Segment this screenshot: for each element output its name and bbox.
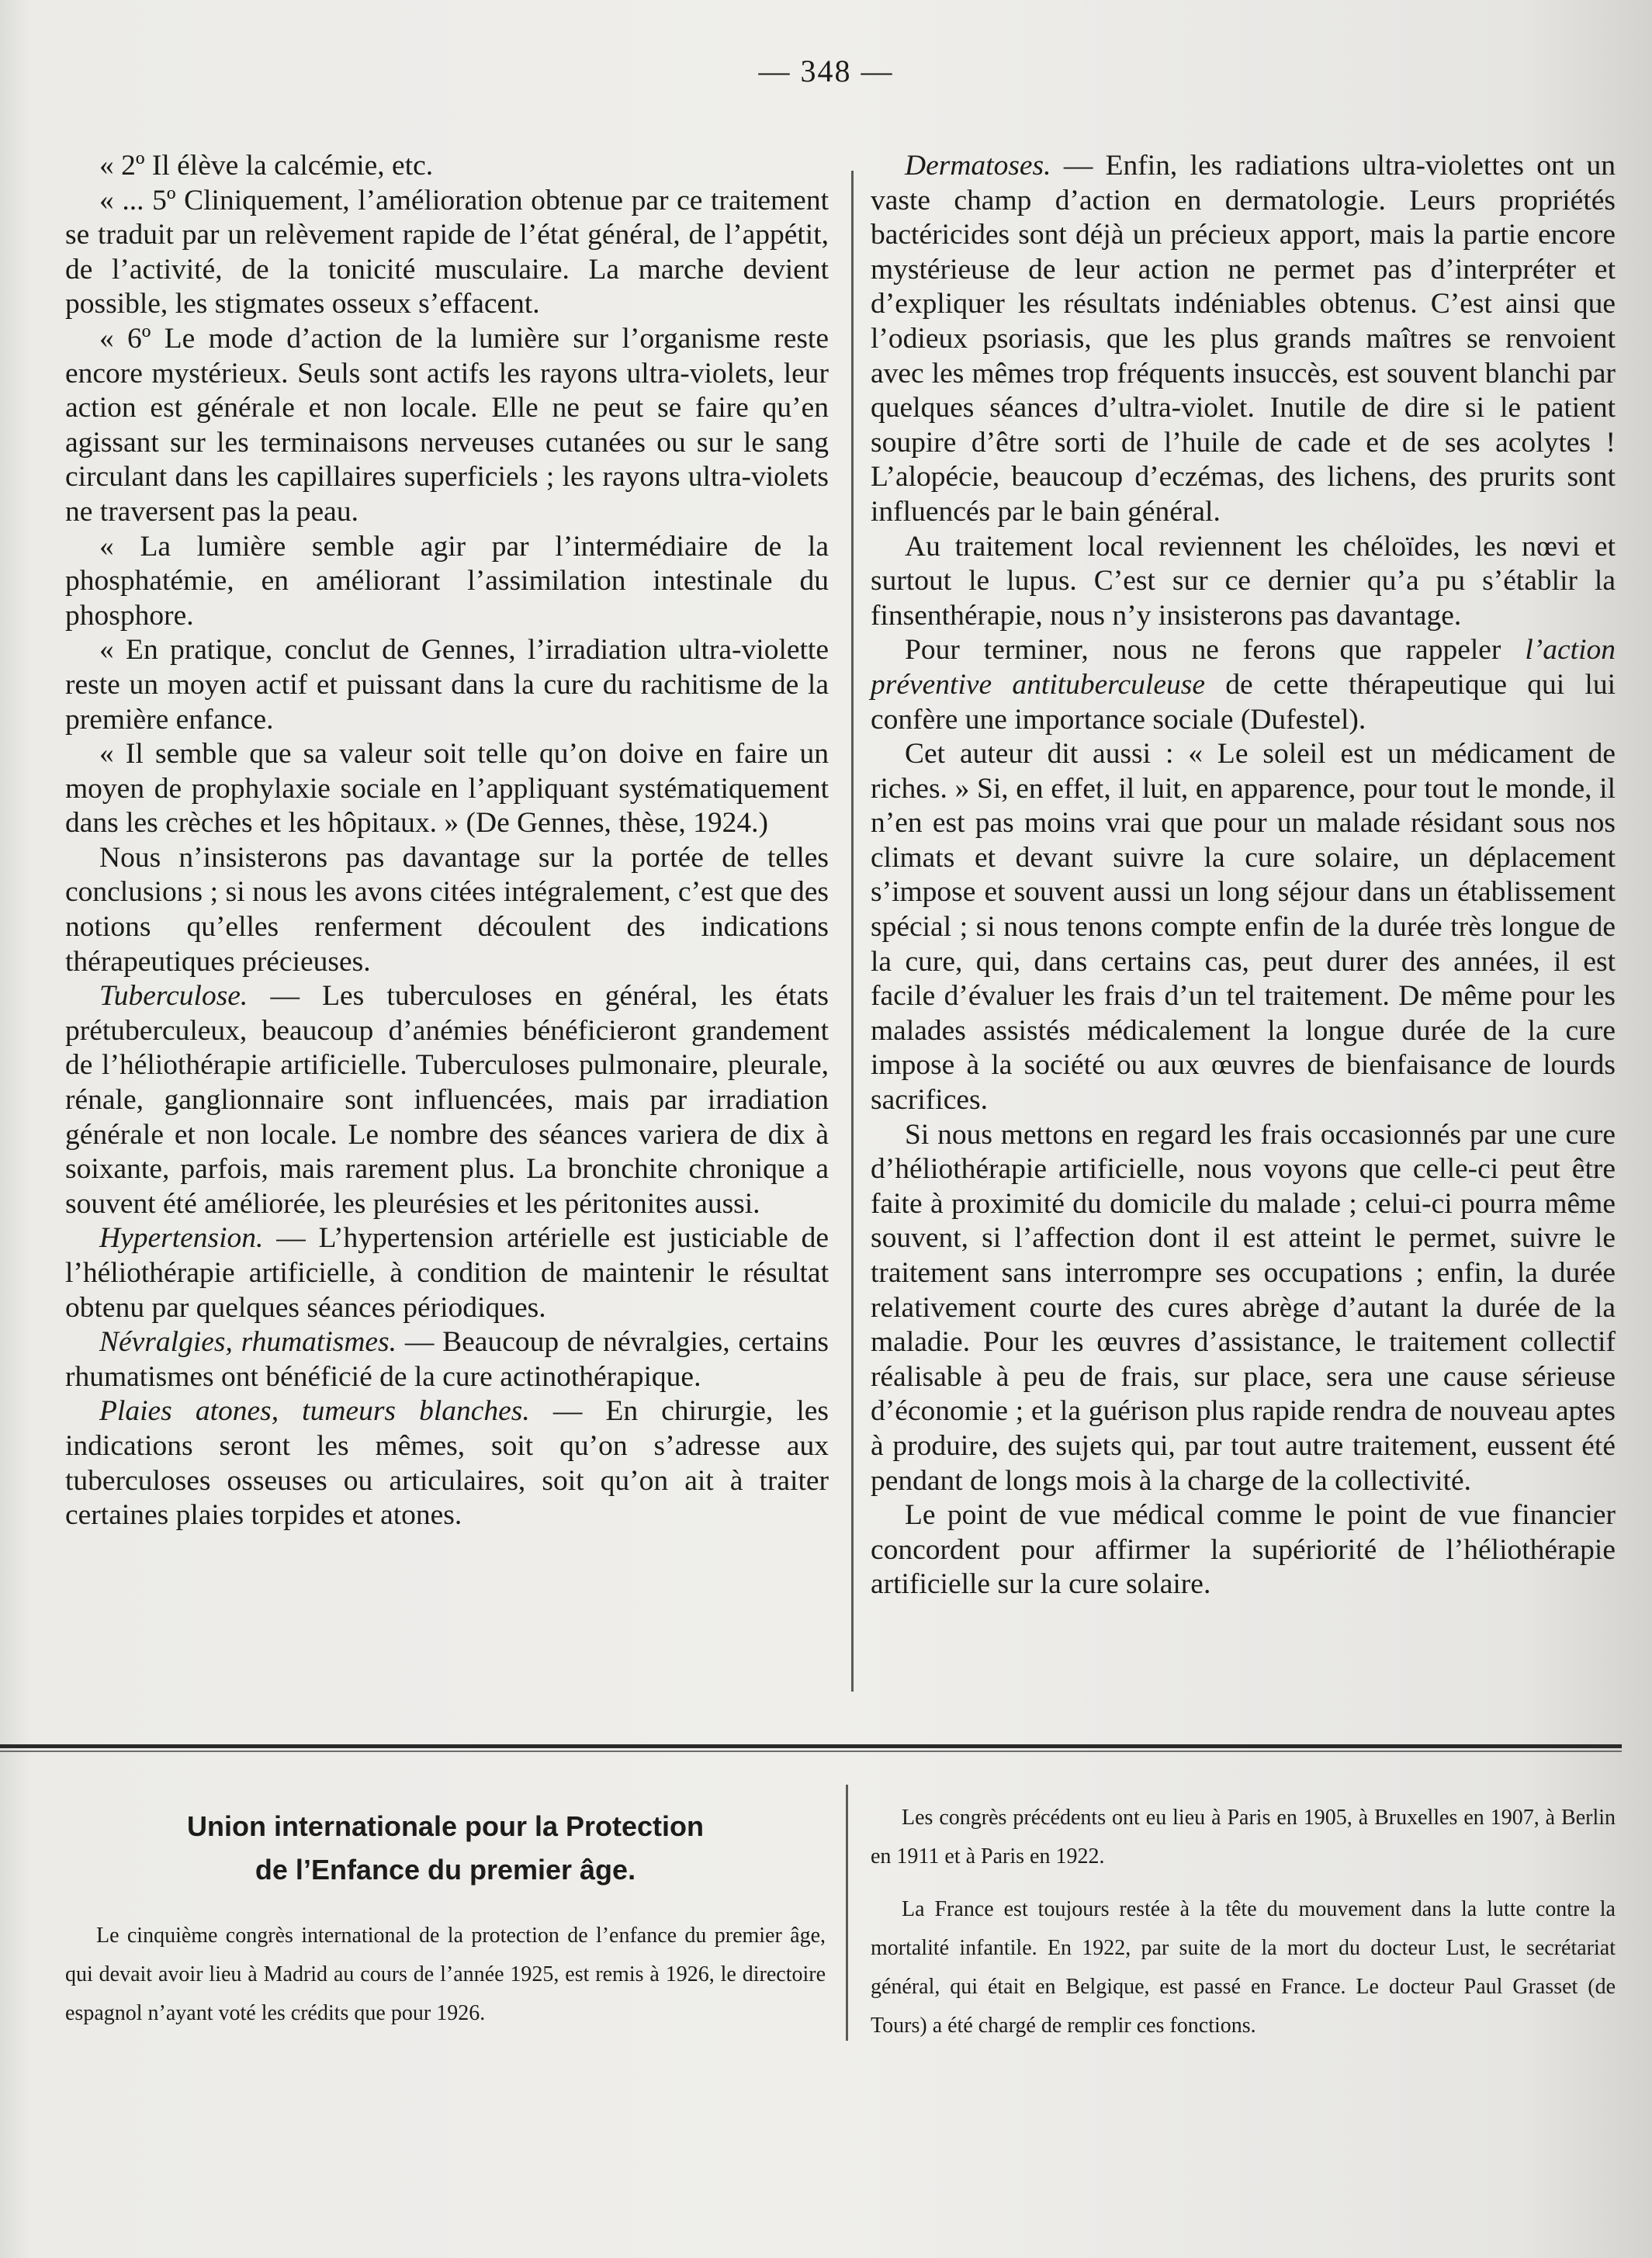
section-lead: Hypertension.	[99, 1222, 264, 1255]
text-run: de cette thérapeutique qui lui confère une importance sociale (Dufestel).	[871, 668, 1616, 736]
paragraph: Si nous mettons en regard les frais occasionnés par une cure d’héliothérapie artificielle, nous voyons que celle-ci peut être faite à proximité du domicile du malade ; celui-ci pourra même souvent, si l’affection dont il est atteint le permet, suivre le traitement sans interrompre ses occupations ; enfin, la durée relativement courte des cures abrège d’autant la durée de la maladie. Pour les œuvres d’assistance, le traitement collectif réalisable à peu de frais, sur place, sera une cause sérieuse d’économie ; et la guérison plus rapide rendra de nouveau aptes à produire, des sujets qui, par tout autre traitement, eussent été pendant de longs mois à la charge de la collectivité.	[871, 1118, 1616, 1497]
paragraph: Le cinquième congrès international de la protection de l’enfance du premier âge, qui devait avoir lieu à Madrid au cours de l’année 1925, est remis à 1926, le directoire espagnol n’ayant voté les crédits que pour 1926.	[65, 1924, 826, 2025]
paragraph: Au traitement local reviennent les chéloïdes, les nœvi et surtout le lupus. C’est sur ce dernier qu’a pu s’établir la finsenthérapie, nous n’y insisterons pas davantage.	[871, 530, 1616, 632]
paragraph: « 6º Le mode d’action de la lumière sur l’organisme reste encore mystérieux. Seuls sont actifs les rayons ultra-violets, leur action est générale et non locale. Elle ne peut se faire qu’en agissant sur les terminaisons nerveuses cutanées ou sur le sang circulant dans les capillaires superficiels ; les rayons ultra-violets ne traversent pas la peau.	[65, 322, 829, 528]
paragraph: « La lumière semble agir par l’intermédiaire de la phosphatémie, en améliorant l’assimilation intestinale du phosphore.	[65, 530, 829, 632]
bottom-left-column	[65, 1917, 826, 2033]
paragraph	[871, 633, 1616, 737]
section-paragraph-hypertension	[65, 1221, 829, 1325]
paragraph: « Il semble que sa valeur soit telle qu’on doive en faire un moyen de prophylaxie sociale en l’appliquant systématiquement dans les crèches et les hôpitaux. » (De Gennes, thèse, 1924.)	[65, 738, 829, 840]
section-text: — Beaucoup de névralgies, certains rhumatismes ont bénéficié de la cure actinothérapique.	[65, 1326, 829, 1393]
section-lead: Dermatoses.	[905, 150, 1051, 182]
title-line: de l’Enfance du premier âge.	[255, 1854, 636, 1886]
column-divider	[851, 171, 854, 1692]
section-lead: Plaies atones, tumeurs blanches.	[99, 1395, 530, 1428]
page-number: — 348 —	[758, 54, 894, 88]
left-column	[65, 149, 829, 1533]
paragraph: « En pratique, conclut de Gennes, l’irradiation ultra-violette reste un moyen actif et puissant dans la cure du rachitisme de la première enfance.	[65, 634, 829, 736]
section-lead: Tuberculose.	[99, 980, 248, 1013]
bottom-column-divider	[846, 1785, 848, 2041]
title-line: Union internationale pour la Protection	[186, 1810, 705, 1842]
section-text: — L’hypertension artérielle est justiciable de l’héliothérapie artificielle, à condition de maintenir le résultat obtenu par quelques séances périodiques.	[65, 1222, 829, 1324]
section-paragraph-dermatoses	[871, 149, 1616, 530]
paragraph: Les congrès précédents ont eu lieu à Paris en 1905, à Bruxelles en 1907, à Berlin en 1911 et à Paris en 1922.	[871, 1806, 1616, 1868]
paragraph: La France est toujours restée à la tête du mouvement dans la lutte contre la mortalité infantile. En 1922, par suite de la mort du docteur Lust, le secrétariat général, qui était en Belgique, est passé en France. Le docteur Paul Grasset (de Tours) a été chargé de remplir ces fonctions.	[871, 1897, 1616, 2038]
section-text: — En chirurgie, les indications seront les mêmes, soit qu’on s’adresse aux tuberculoses osseuses ou articulaires, soit qu’on ait à traiter certaines plaies torpides et atones.	[65, 1395, 829, 1532]
paragraph: « 2º Il élève la calcémie, etc.	[99, 150, 434, 182]
section-text: — Enfin, les radiations ultra-violettes ont un vaste champ d’action en dermatologie. Leurs propriétés bactéricides sont déjà un précieux apport, mais la partie encore mystérieuse de leur action ne permet pas d’interpréter et d’expliquer les résultats indéniables obtenus. C’est ainsi que l’odieux psoriasis, que les plus grands maîtres se renvoient avec les mêmes trop fréquents insuccès, est souvent blanchi par quelques séances d’ultra-violet. Inutile de dire si le patient soupire d’être sorti de l’huile de cade et de ses acolytes ! L’alopécie, beaucoup d’eczémas, des lichens, des prurits sont influencés par le bain général.	[871, 150, 1616, 528]
italic-phrase: l’action préventive antituberculeuse	[871, 634, 1616, 701]
section-paragraph-tuberculose	[65, 979, 829, 1221]
bottom-right-column	[871, 1799, 1616, 2045]
section-paragraph-nevralgies	[65, 1325, 829, 1394]
paragraph: Nous n’insisterons pas davantage sur la portée de telles conclusions ; si nous les avons citées intégralement, c’est que des notions qu’elles renferment découlent des indications thérapeutiques précieuses.	[65, 841, 829, 978]
paragraph: « ... 5º Cliniquement, l’amélioration obtenue par ce traitement se traduit par un relèvement rapide de l’état général, de l’appétit, de l’activité, de la tonicité musculaire. La marche devient possible, les stigmates osseux s’effacent.	[65, 184, 829, 320]
text-run: Pour terminer, nous ne ferons que rappeler	[905, 634, 1526, 667]
section-paragraph-plaies	[65, 1394, 829, 1532]
section-lead: Névralgies, rhumatismes.	[99, 1326, 397, 1359]
section-separator	[0, 1744, 1622, 1748]
section-separator-thin	[0, 1751, 1622, 1752]
article-title	[65, 1805, 826, 1892]
paragraph: Le point de vue médical comme le point de vue financier concordent pour affirmer la supériorité de l’héliothérapie artificielle sur la cure solaire.	[871, 1499, 1616, 1601]
paragraph: Cet auteur dit aussi : « Le soleil est un médicament de riches. » Si, en effet, il luit, en apparence, pour tout le monde, il n’en est pas moins vrai que pour un malade résidant sous nos climats et devant suivre la cure solaire, un déplacement s’impose et souvent aussi un long séjour dans un établissement spécial ; si nous tenons compte enfin de la durée très longue de la cure, qui, dans certains cas, peut durer des années, il est facile d’évaluer les frais d’un tel traitement. De même pour les malades assistés médicalement la longue durée de la cure impose à la société ou aux œuvres de bienfaisance de lourds sacrifices.	[871, 738, 1616, 1117]
section-text: — Les tuberculoses en général, les états prétuberculeux, beaucoup d’anémies bénéficieront grandement de l’héliothérapie artificielle. Tuberculoses pulmonaire, pleurale, rénale, ganglionnaire sont influencées, mais par irradiation générale et non locale. Le nombre des séances variera de dix à soixante, parfois, mais rarement plus. La bronchite chronique a souvent été améliorée, les pleurésies et les péritonites aussi.	[65, 980, 829, 1220]
right-column	[871, 149, 1616, 1602]
